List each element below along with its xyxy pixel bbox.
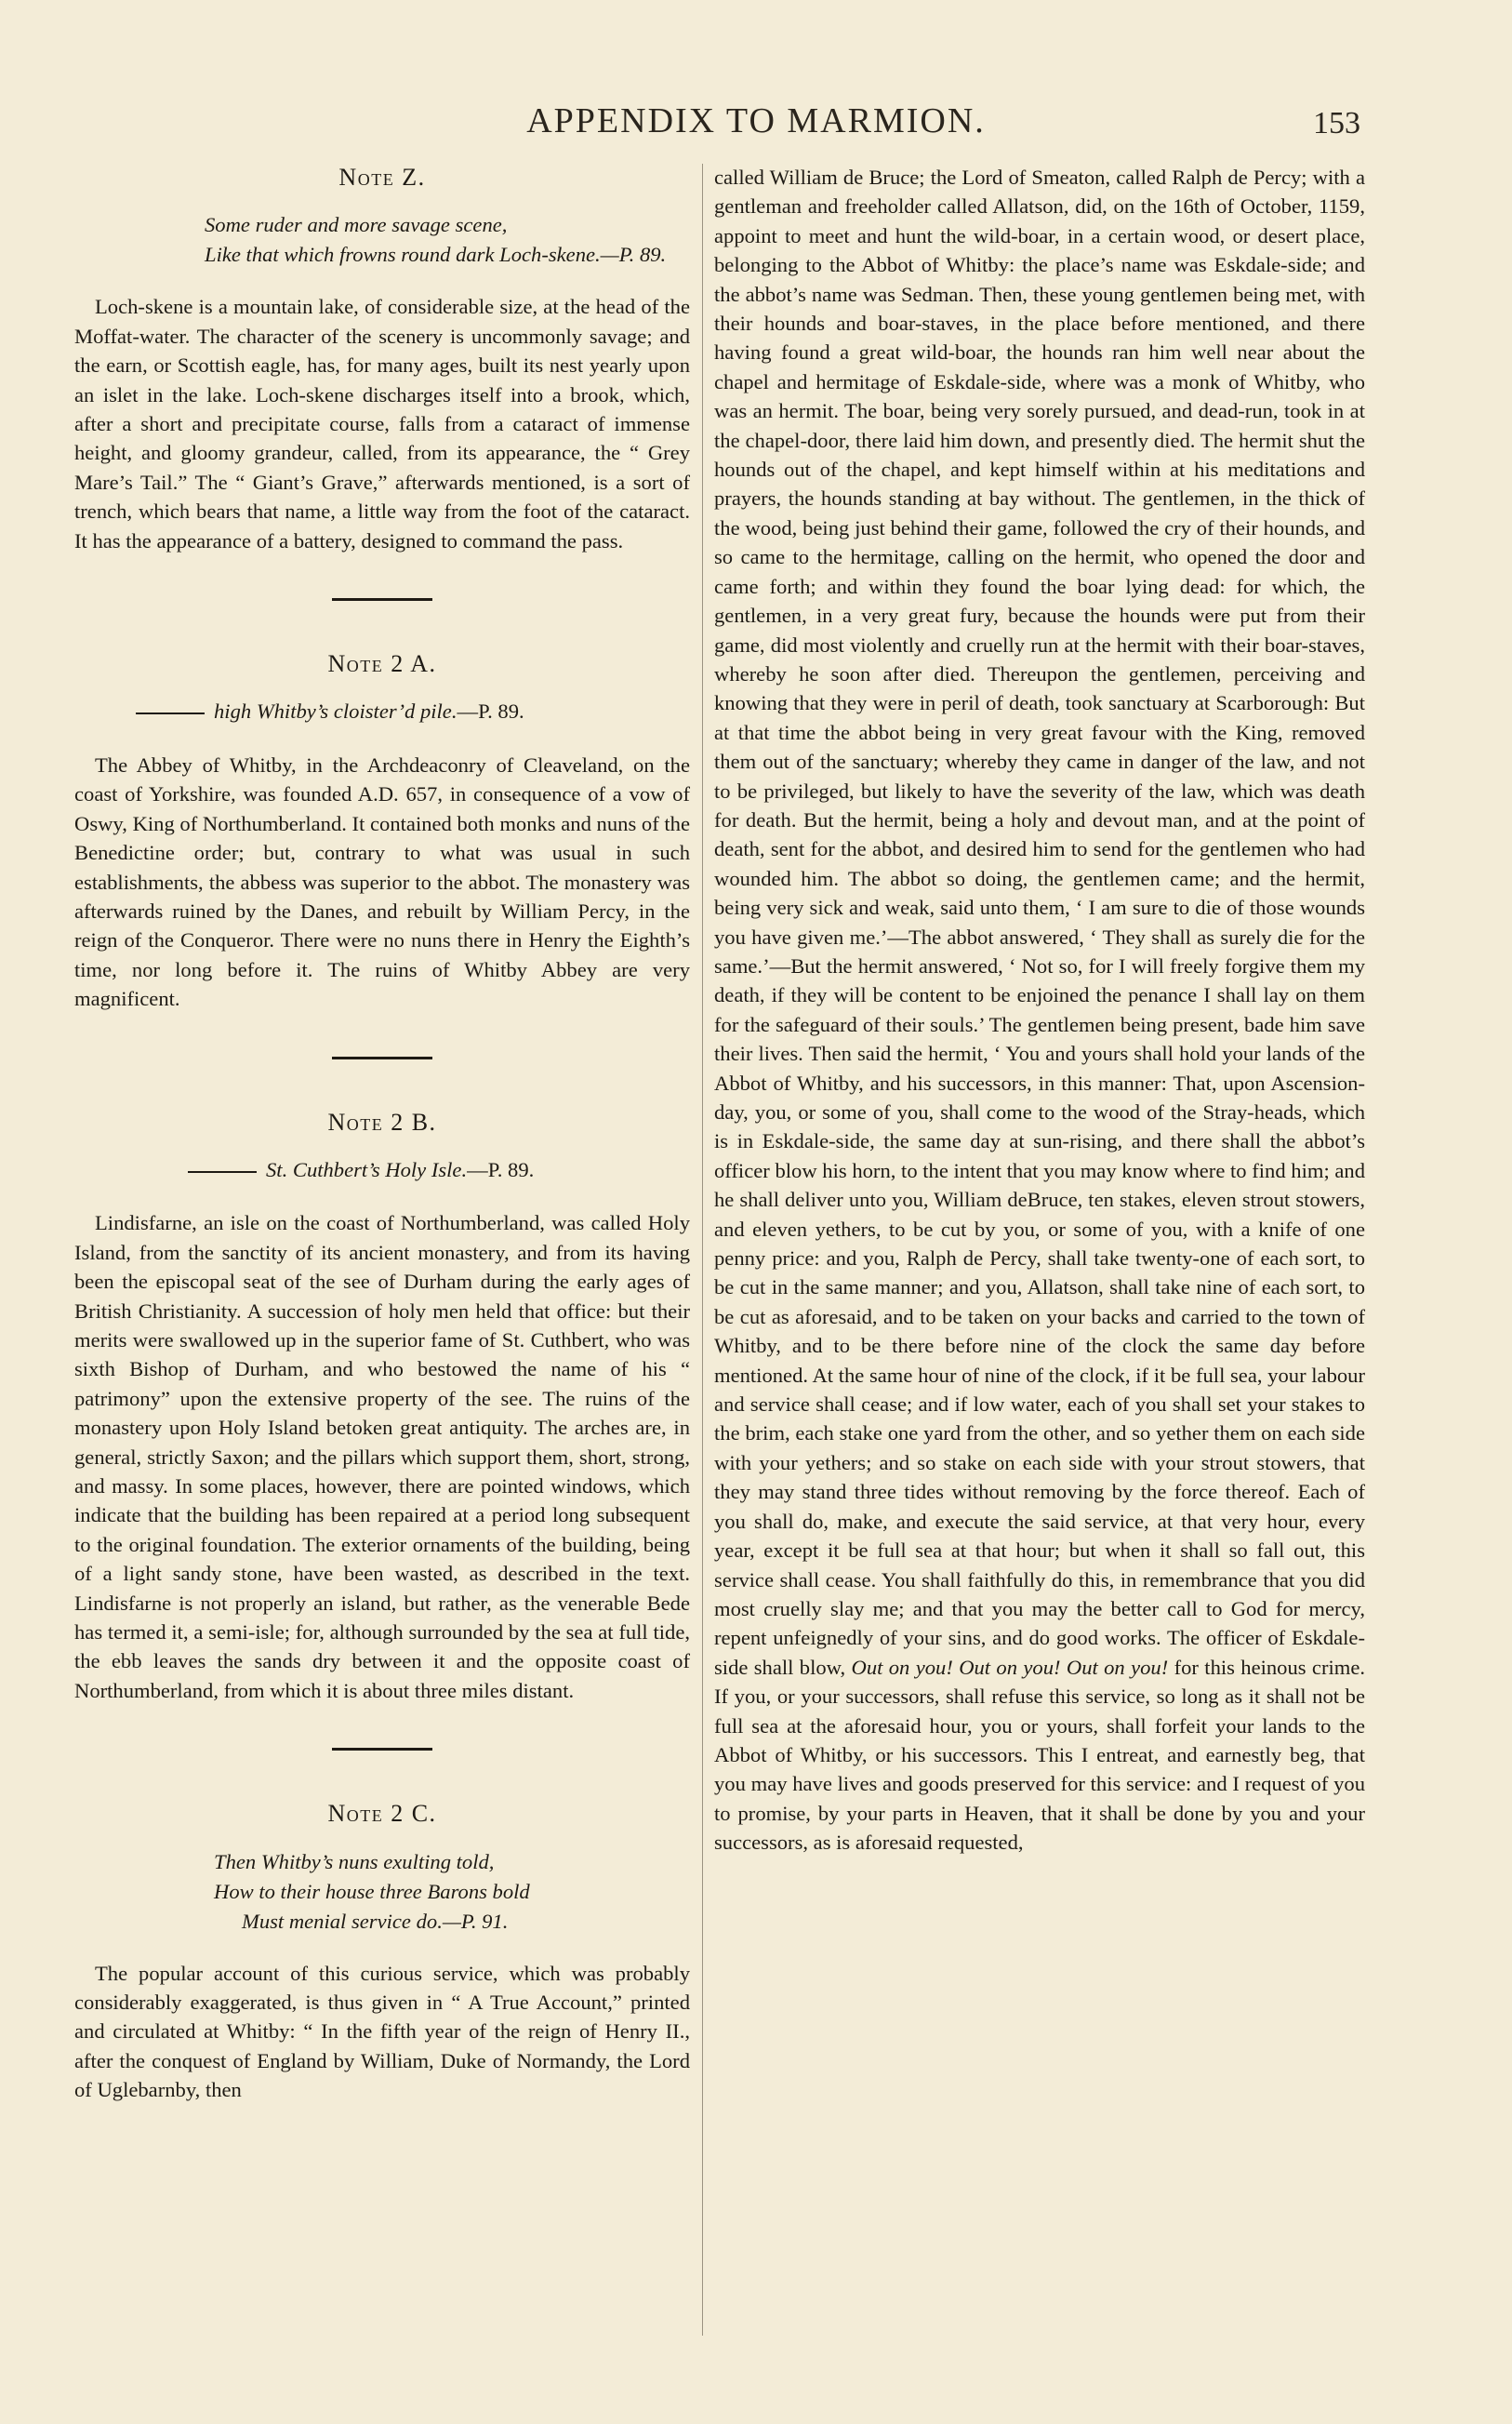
verse-italic: St. Cuthbert’s Holy Isle.: [266, 1157, 468, 1181]
verse-line: Like that which frowns round dark Loch-skene.—P. 89.: [205, 243, 667, 267]
note-2b-body: Lindisfarne, an isle on the coast of Northumberland, was called Holy Island, from the sanctity of its ancient monastery, and from its having been the episcopal seat of the see of Durham during the early ages of British Christianity. A succession of holy men held that office: but their merits were swallowed up in the superior fame of St. Cuthbert, who was sixth Bishop of Durham, and who bestowed the name of his “ patrimony” upon the extensive property of the see. The ruins of the monastery upon Holy Island betoken great antiquity. The arches are, in general, strictly Saxon; and the pillars which support them, short, strong, and massy. In some places, however, there are pointed windows, which indicate that the building has been repaired at a period long subsequent to the original foundation. The exterior ornaments of the building, being of a light sandy stone, have been wasted, as described in the text. Lindisfarne is not properly an island, but rather, as the venerable Bede has termed it, a semi-isle; for, although surrounded by the sea at full tide, the ebb leaves the sands dry between it and the opposite coast of Northumberland, from which it is about three miles distant.: [74, 1211, 690, 1702]
body-text-part-2: for this heinous crime. If you, or your successors, shall refuse this service, so long as it shall not be full sea at the aforesaid hour, you or yours, shall forfeit your lands to the Abbot of Whitby, or his successors. This I entreat, and earnestly beg, that you may have lives and goods preserved for this service: and I request of you to promise, by your parts in Heaven, that it shall be done by you and your successors, as is aforesaid requested,: [714, 1655, 1366, 1855]
left-column: [74, 163, 690, 2105]
verse-line: Then Whitby’s nuns exulting told,: [214, 1849, 495, 1873]
section-divider-rule: [332, 1057, 432, 1059]
running-header-title: APPENDIX TO MARMION.: [526, 101, 986, 140]
body-text-part-1: called William de Bruce; the Lord of Smeaton, called Ralph de Percy; with a gentleman and freeholder called Allatson, did, on the 16th of October, 1159, appoint to meet and hunt the wild-boar, in a certain wood, or desert place, belonging to the Abbot of Whitby: the place’s name was Eskdale-side; and the abbot’s name was Sedman. Then, these young gentlemen being met, with their hounds and boar-staves, in the place before mentioned, and there having found a great wild-boar, the hounds ran him well near about the chapel and hermitage of Eskdale-side, where was a monk of Whitby, who was an hermit. The boar, being very sorely pursued, and dead-run, took in at the chapel-door, there laid him down, and presently died. The hermit shut the hounds out of the chapel, and kept himself within at his meditations and prayers, the hounds standing at bay without. The gentlemen, in the thick of the wood, being just behind their game, followed the cry of their hounds, and so came to the hermitage, calling on the hermit, who opened the door and came forth; and within they found the boar lying dead: for which, the gentlemen, in a very great fury, because the hounds were put from their game, did most violently and cruelly run at the hermit with their boar-staves, whereby he soon after died. Thereupon the gentlemen, perceiving and knowing that they were in peril of death, took sanctuary at Scarborough: But at that time the abbot being in very great favour with the King, removed them out of the sanctuary; whereby they came in danger of the law, and not to be privileged, but likely to have the severity of the law, which was death for death. But the hermit, being a holy and devout man, and at the point of death, sent for the abbot, and desired him to send for the gentlemen who had wounded him. The abbot so doing, the gentlemen came; and the hermit, being very sick and weak, said unto them, ‘ I am sure to die of those wounds you have given me.’—The abbot answered, ‘ They shall as surely die for the same.’—But the hermit answered, ‘ Not so, for I will freely forgive them my death, if they will be content to be enjoined the penance I shall lay on them for the safeguard of their souls.’ The gentlemen being present, bade him save their lives. Then said the hermit, ‘ You and yours shall hold your lands of the Abbot of Whitby, and his successors, in this manner: That, upon Ascension-day, you, or some of you, shall come to the wood of the Stray-heads, which is in Eskdale-side, the same day at sun-rising, and there shall the abbot’s officer blow his horn, to the intent that you may know where to find him; and he shall deliver unto you, William deBruce, ten stakes, eleven strout stowers, and eleven yethers, to be cut by you, or some of you, with a knife of one penny price: and you, Ralph de Percy, shall take twenty-one of each sort, to be cut in the same manner; and you, Allatson, shall take nine of each sort, to be cut as aforesaid, and to be taken on your backs and carried to the town of Whitby, and to be there before nine of the clock the same day before mentioned. At the same hour of nine of the clock, if it be full sea, your labour and service shall cease; and if low water, each of you shall set your stakes to the brim, each stake one yard from the other, and so yether them on each side with your yethers; and so stake on each side with your strout stowers, that they may stand three tides without removing by the force thereof. Each of you shall do, make, and execute the said service, at that very hour, every year, except it be full sea at that hour; but when it shall so fall out, this service shall cease. You shall faithfully do this, in remembrance that you did most cruelly slay me; and that you may the better call to God for mercy, repent unfeignedly of your sins, and do good works. The officer of Eskdale-side shall blow,: [714, 166, 1365, 1679]
note-2c-heading: Note 2 C.: [327, 1800, 437, 1828]
note-2a-body: The Abbey of Whitby, in the Archdeaconry of Cleaveland, on the coast of Yorkshire, was founded A.D. 657, in consequence of a vow of Oswy, King of Northumberland. It contained both monks and nuns of the Benedictine order; but, contrary to what was usual in such establishments, the abbess was superior to the abbot. The monastery was afterwards ruined by the Danes, and rebuilt by William Percy, in the reign of the Conqueror. There were no nuns there in Henry the Eighth’s time, nor long before it. The ruins of Whitby Abbey are very magnificent.: [74, 753, 690, 1011]
verse-line: Some ruder and more savage scene,: [205, 213, 508, 237]
note-2a: [74, 649, 690, 1013]
note-z-body: Loch-skene is a mountain lake, of considerable size, at the head of the Moffat-water. The character of the scenery is uncommonly savage; and the earn, or Scottish eagle, has, for many ages, built its nest yearly upon an islet in the lake. Loch-skene discharges itself into a brook, which, after a short and precipitate course, falls from a cataract of immense height, and gloomy grandeur, called, from its appearance, the “ Grey Mare’s Tail.” The “ Giant’s Grave,” afterwards mentioned, is a sort of trench, which bears that name, a little way from the foot of the cataract. It has the appearance of a battery, designed to command the pass.: [74, 295, 690, 553]
section-divider-rule: [332, 1748, 432, 1751]
note-2a-heading: Note 2 A.: [327, 650, 437, 678]
dash-rule: [136, 713, 205, 714]
verse-line: How to their house three Barons bold: [214, 1879, 530, 1903]
note-2a-verse: [74, 697, 690, 726]
note-2c: [74, 1799, 690, 2104]
note-2c-verse: [74, 1847, 690, 1937]
hermit-cry-italic: Out on you! Out on you! Out on you!: [851, 1655, 1169, 1679]
dash-rule: [188, 1171, 257, 1173]
note-2b-heading: Note 2 B.: [327, 1108, 437, 1136]
verse-reference: —P. 89.: [457, 699, 524, 724]
section-divider-rule: [332, 598, 432, 601]
right-column: [714, 163, 1365, 1858]
verse-reference: —P. 89.: [467, 1157, 535, 1181]
note-z-verse: [74, 210, 690, 270]
page-number: 153: [1313, 106, 1360, 140]
verse-italic: high Whitby’s cloister’d pile.: [214, 699, 458, 724]
column-divider: [702, 164, 703, 2336]
note-2b: [74, 1108, 690, 1706]
note-z-heading: Note Z.: [338, 164, 426, 191]
note-z: [74, 163, 690, 555]
verse-line: Must menial service do.—P. 91.: [242, 1909, 509, 1933]
right-column-body: [714, 163, 1365, 1858]
note-2b-verse: [74, 1155, 690, 1184]
note-2c-body: The popular account of this curious service, which was probably considerably exaggerated, is thus given in “ A True Account,” printed and circulated at Whitby: “ In the fifth year of the reign of Henry II., after the conquest of England by William, Duke of Normandy, the Lord of Uglebarnby, then: [74, 1961, 690, 2102]
